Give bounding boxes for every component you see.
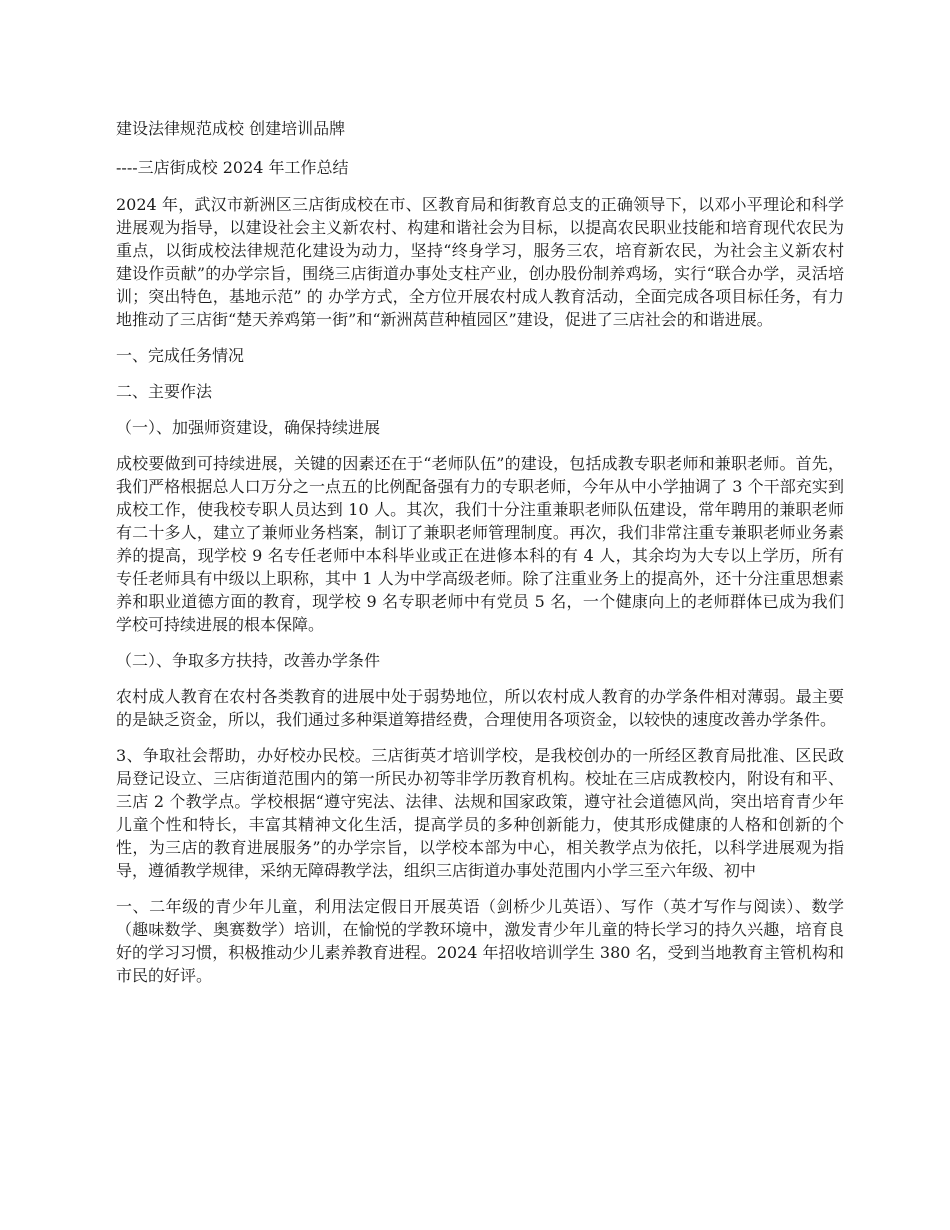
section-heading-tasks: 一、完成任务情况 [116, 346, 245, 365]
conditions-paragraph: 农村成人教育在农村各类教育的进展中处于弱势地位，所以农村成人教育的办学条件相对薄弱。最主要的是缺乏资金，所以，我们通过多种渠道筹措经费，合理使用各项资金，以较快的速度改善办学条件。 [116, 687, 844, 729]
intro-paragraph: 2024 年，武汉市新洲区三店街成校在市、区教育局和街教育总支的正确领导下，以邓小平理论和科学进展观为指导，以建设社会主义新农村、构建和谐社会为目标，以提高农民职业技能和培育现代农民为重点，以街成校法律规范化建设为动力，坚持“终身学习，服务三农，培育新农民，为社会主义新农村建设作贡献”的办学宗旨，围绕三店街道办事处支柱产业，创办股份制养鸡场，实行“联合办学，灵活培训；突出特色，基地示范” 的 办学方式，全方位开展农村成人教育活动，全面完成各项目标任务，有力地推动了三店街“楚天养鸡第一街”和“新洲莴苣种植园区”建设，促进了三店社会的和谐进展。 [116, 195, 844, 329]
subsection-heading-conditions: （二）、争取多方扶持，改善办学条件 [116, 651, 381, 670]
document-page [116, 117, 844, 1000]
training-paragraph: 一、二年级的青少年儿童，利用法定假日开展英语（剑桥少儿英语）、写作（英才写作与阅读）、数学（趣味数学、奥赛数学）培训，在愉悦的学教环境中，激发青少年儿童的特长学习的持久兴趣，培育良好的学习习惯，积极推动少儿素养教育进程。2024 年招收培训学生 380 名，受到当地教育主管机构和市民的好评。 [116, 897, 844, 985]
private-school-paragraph: 3、争取社会帮助，办好校办民校。三店街英才培训学校，是我校创办的一所经区教育局批准、区民政局登记设立、三店街道范围内的第一所民办初等非学历教育机构。校址在三店成教校内，附设有和平、三店 2 个教学点。学校根据“遵守宪法、法律、法规和国家政策，遵守社会道德风尚，突出培育青少年儿童个性和特长，丰富其精神文化生活，提高学员的多种创新能力，使其形成健康的人格和创新的个性，为三店的教育进展服务”的办学宗旨，以学校本部为中心，相关教学点为依托，以科学进展观为指导，遵循教学规律，采纳无障碍教学法，组织三店街道办事处范围内小学三至六年级、初中 [116, 746, 844, 880]
document-title: 建设法律规范成校 创建培训品牌 [116, 119, 346, 138]
section-heading-methods: 二、主要作法 [116, 382, 213, 401]
teachers-paragraph: 成校要做到可持续进展，关键的因素还在于“老师队伍”的建设，包括成教专职老师和兼职老师。首先，我们严格根据总人口万分之一点五的比例配备强有力的专职老师，今年从中小学抽调了 3 个干部充实到成校工作，使我校专职人员达到 10 人。其次，我们十分注重兼职老师队伍建设，常年聘用的兼职老师有二十多人，建立了兼师业务档案，制订了兼职老师管理制度。再次，我们非常注重专兼职老师业务素养的提高，现学校 9 名专任老师中本科毕业或正在进修本科的有 4 人，其余均为大专以上学历，所有专任老师具有中级以上职称，其中 1 人为中学高级老师。除了注重业务上的提高外，还十分注重思想素养和职业道德方面的教育，现学校 9 名专职老师中有党员 5 名，一个健康向上的老师群体已成为我们学校可持续进展的根本保障。 [116, 454, 844, 634]
subsection-heading-teachers: （一）、加强师资建设，确保持续进展 [116, 418, 381, 437]
document-subtitle: ----三店街成校 2024 年工作总结 [116, 158, 349, 177]
